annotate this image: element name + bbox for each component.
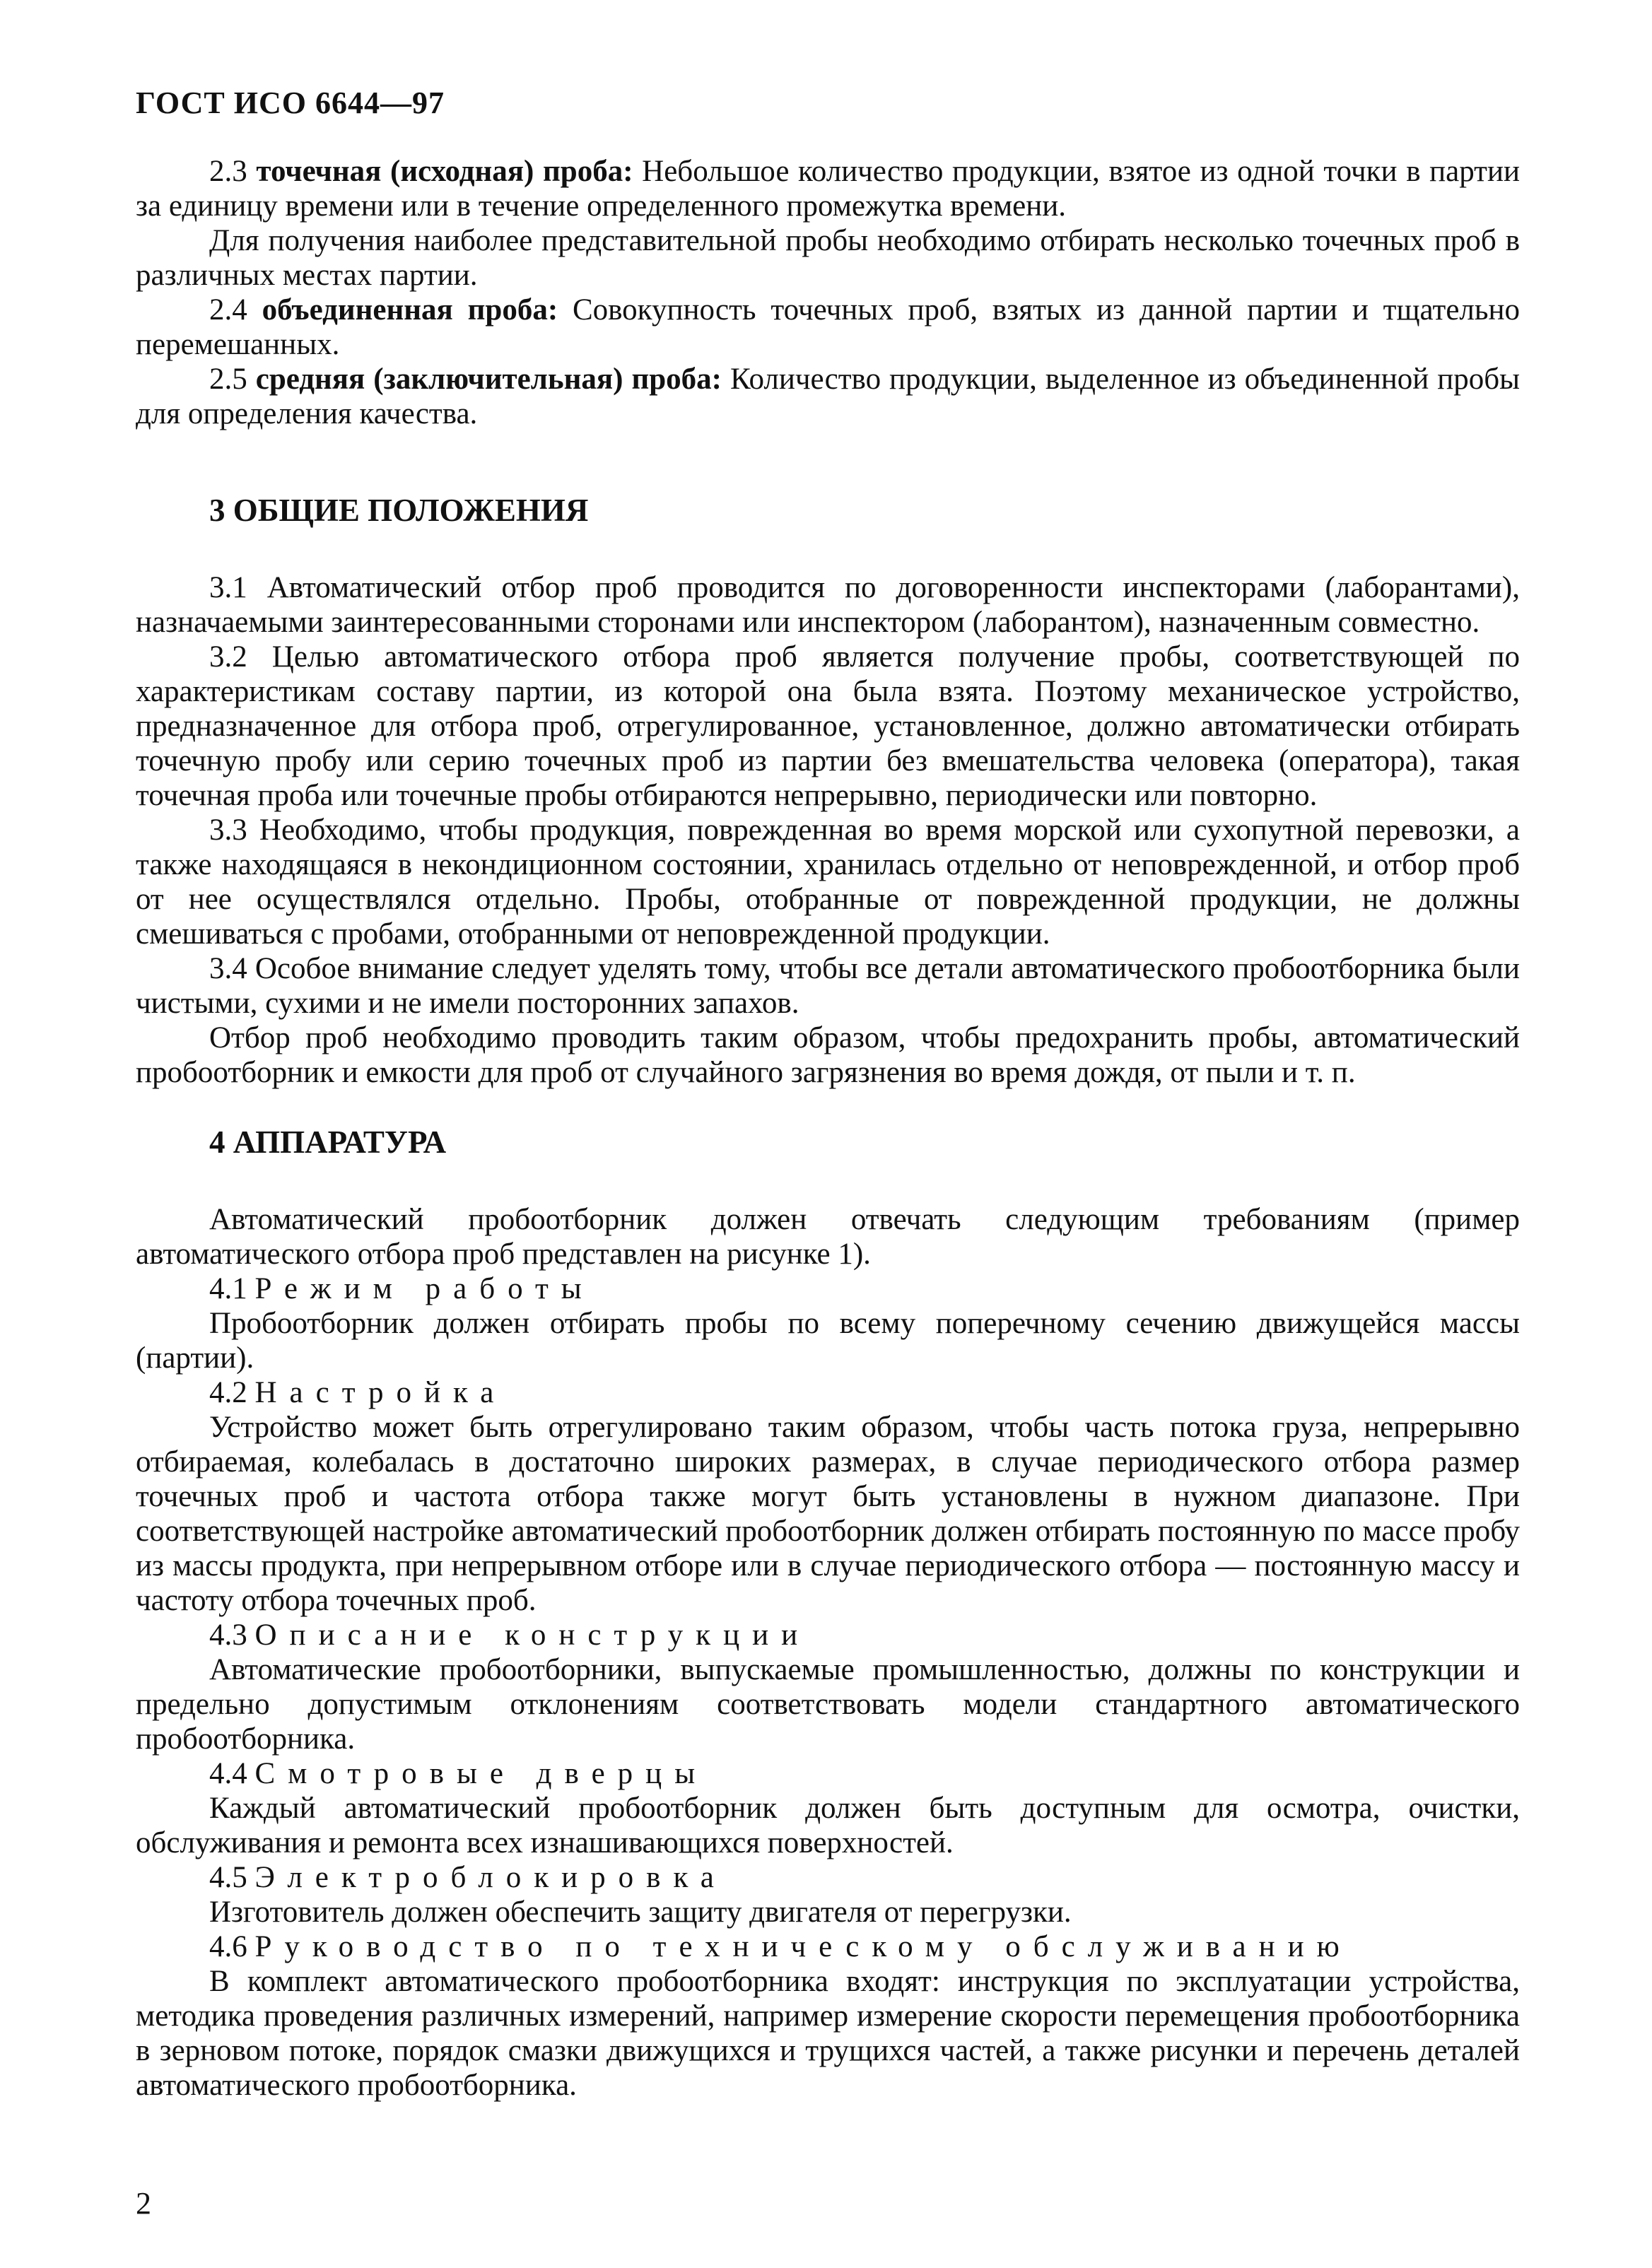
paragraph-3-3: 3.3 Необходимо, чтобы продукция, поврежденная во время морской или сухопутной перевозки, а также находящаяся в некондиционном состоянии, хранилась отдельно от неповрежденной, и отбор проб от нее осуществлялся отдельно. Пробы, отобранные от поврежденной продукции, не должны смешиваться с пробами, отобранными от неповрежденной продукции. bbox=[136, 813, 1520, 951]
subsection-title: Настройка bbox=[254, 1376, 507, 1409]
section-4-intro: Автоматический пробоотборник должен отвечать следующим требованиям (пример автоматического отбора проб представлен на рисунке 1). bbox=[136, 1203, 1520, 1271]
definition-text: Совокупность точечных проб, взятых из данной партии и тщательно перемешанных. bbox=[136, 293, 1520, 361]
paragraph-3-4: 3.4 Особое внимание следует уделять тому, чтобы все детали автоматического пробоотборника были чистыми, сухими и не имели посторонних запахов. bbox=[136, 952, 1520, 1020]
subsection-4-6-title bbox=[136, 1929, 1520, 1964]
page-number: 2 bbox=[136, 2186, 151, 2221]
subsection-4-1-title bbox=[136, 1271, 1520, 1306]
subsection-4-2-text: Устройство может быть отрегулировано таким образом, чтобы часть потока груза, непрерывно отбираемая, колебалась в достаточно широких размерах, в случае периодического отбора размер точечных проб и частота отбора также могут быть установлены в нужном диапазоне. При соответствующей настройке автоматический пробоотборник должен отбирать постоянную по массе пробу из массы продукта, при непрерывном отборе или в случае периодического отбора — постоянную массу и частоту отбора точечных проб. bbox=[136, 1411, 1520, 1617]
subsection-number: 4.2 bbox=[209, 1376, 247, 1409]
definition-2-5 bbox=[136, 362, 1520, 431]
subsection-number: 4.5 bbox=[209, 1861, 247, 1894]
definition-number: 2.3 bbox=[209, 155, 247, 188]
subsection-title: Описание конструкции bbox=[254, 1618, 811, 1652]
subsection-4-4-text: Каждый автоматический пробоотборник должен быть доступным для осмотра, очистки, обслуживания и ремонта всех изнашивающихся поверхностей. bbox=[136, 1792, 1520, 1859]
section-3-heading: 3 ОБЩИЕ ПОЛОЖЕНИЯ bbox=[209, 493, 589, 528]
subsection-4-4-title bbox=[136, 1756, 1520, 1791]
subsection-number: 4.3 bbox=[209, 1618, 247, 1652]
definition-text: Небольшое количество продукции, взятое из одной точки в партии за единицу времени или в течение определенного промежутка времени. bbox=[136, 155, 1520, 223]
paragraph-3-1: 3.1 Автоматический отбор проб проводится по договоренности инспекторами (лаборантами), назначаемыми заинтересованными сторонами или инспектором (лаборантом), назначенным совместно. bbox=[136, 571, 1520, 639]
subsection-title: Руководство по техническому обслуживанию bbox=[254, 1930, 1352, 1963]
subsection-title: Электроблокировка bbox=[254, 1861, 727, 1894]
subsection-number: 4.1 bbox=[209, 1272, 247, 1305]
subsection-number: 4.6 bbox=[209, 1930, 247, 1963]
definition-text: Количество продукции, выделенное из объединенной пробы для определения качества. bbox=[136, 363, 1520, 430]
section-4-heading: 4 АППАРАТУРА bbox=[209, 1124, 447, 1160]
definition-number: 2.5 bbox=[209, 363, 247, 396]
subsection-4-5-text: Изготовитель должен обеспечить защиту двигателя от перегрузки. bbox=[209, 1896, 1072, 1929]
subsection-4-6-text: В комплект автоматического пробоотборника входят: инструкция по эксплуатации устройства, методика проведения различных измерений, например измерение скорости перемещения пробоотборника в зерновом потоке, порядок смазки движущихся и трущихся частей, а также рисунки и перечень деталей автоматического пробоотборника. bbox=[136, 1965, 1520, 2102]
paragraph-3-2: 3.2 Целью автоматического отбора проб является получение пробы, соответствующей по характеристикам составу партии, из которой она была взята. Поэтому механическое устройство, предназначенное для отбора проб, отрегулированное, установленное, должно автоматически отбирать точечную пробу или серию точечных проб из партии без вмешательства человека (оператора), такая точечная проба или точечные пробы отбираются непрерывно, периодически или повторно. bbox=[136, 640, 1520, 812]
definition-2-3-note: Для получения наиболее представительной пробы необходимо отбирать несколько точечных проб в различных местах партии. bbox=[136, 224, 1520, 292]
subsection-title: Смотровые дверцы bbox=[254, 1757, 708, 1790]
paragraph-3-4-note: Отбор проб необходимо проводить таким образом, чтобы предохранить пробы, автоматический пробоотборник и емкости для проб от случайного загрязнения во время дождя, от пыли и т. п. bbox=[136, 1021, 1520, 1089]
subsection-4-3-title bbox=[136, 1618, 1520, 1652]
subsection-number: 4.4 bbox=[209, 1757, 247, 1790]
document-header: ГОСТ ИСО 6644—97 bbox=[136, 86, 445, 120]
subsection-4-3-text: Автоматические пробоотборники, выпускаемые промышленностью, должны по конструкции и предельно допустимым отклонениям соответствовать модели стандартного автоматического пробоотборника. bbox=[136, 1653, 1520, 1756]
document-body bbox=[136, 154, 1520, 2103]
subsection-title: Режим работы bbox=[254, 1272, 594, 1305]
subsection-4-1-text: Пробоотборник должен отбирать пробы по всему поперечному сечению движущейся массы (партии). bbox=[136, 1307, 1520, 1375]
subsection-4-2-title bbox=[136, 1375, 1520, 1410]
definition-number: 2.4 bbox=[209, 293, 247, 327]
definition-term: средняя (заключительная) проба: bbox=[255, 363, 722, 396]
definition-term: объединенная проба: bbox=[262, 293, 558, 327]
definition-2-4 bbox=[136, 293, 1520, 362]
subsection-4-5-title bbox=[136, 1860, 1520, 1895]
definition-term: точечная (исходная) проба: bbox=[256, 155, 633, 188]
definition-2-3 bbox=[136, 154, 1520, 223]
